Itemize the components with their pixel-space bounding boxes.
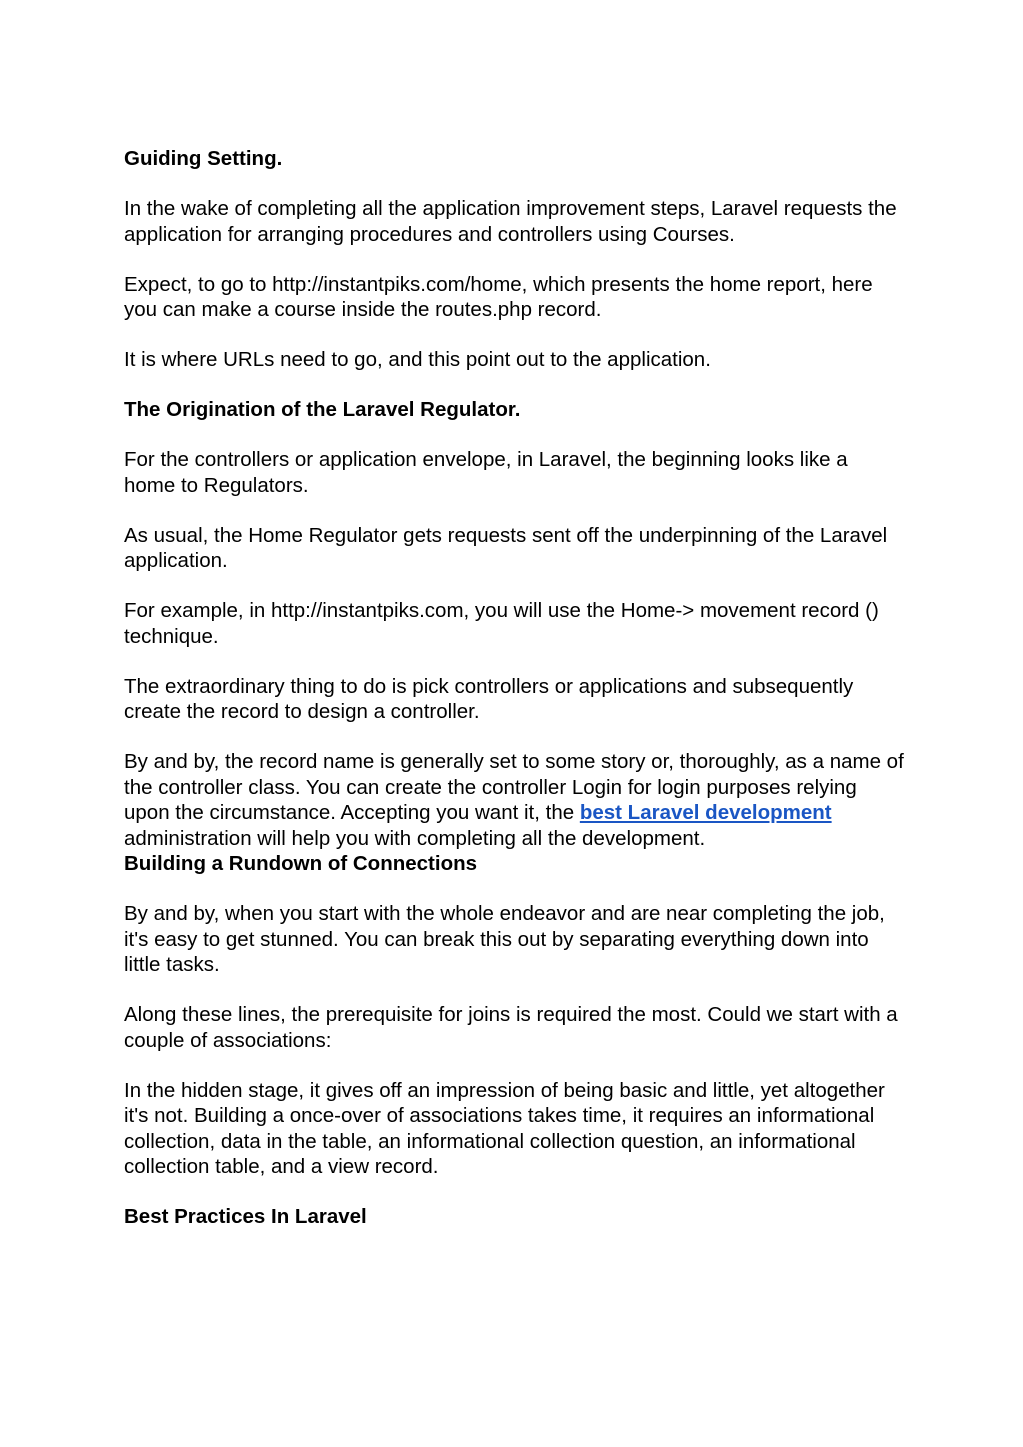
best-laravel-development-link[interactable]: best Laravel development (579, 801, 832, 824)
section-heading-building-rundown: Building a Rundown of Connections (124, 852, 478, 875)
paragraph: Expect, to go to http://instantpiks.com/home, which presents the home report, here you can make a course inside the routes.php record. (124, 272, 873, 321)
paragraph-text-before-link: By and by, the record name is generally set to some story or, thoroughly, as a name of the controller class. You can create the controller Login for login purposes relying upon the circumstance. Accepting you want it, the (124, 750, 904, 824)
paragraph: As usual, the Home Regulator gets requests sent off the underpinning of the Laravel application. (124, 523, 888, 572)
paragraph-text-after-link: administration will help you with completing all the development. (124, 826, 706, 850)
paragraph: By and by, when you start with the whole endeavor and are near completing the job, it's easy to get stunned. You can break this out by separating everything down into little tasks. (124, 902, 885, 976)
paragraph: In the hidden stage, it gives off an impression of being basic and little, yet altogether it's not. Building a once-over of associations takes time, it requires an informational collection, data in the table, an informational collection question, an informational collection table, and a view record. (124, 1078, 885, 1178)
paragraph: For example, in http://instantpiks.com, you will use the Home-> movement record () technique. (124, 599, 879, 648)
section-heading-guiding-setting: Guiding Setting. (124, 147, 283, 170)
document-body (124, 146, 904, 1254)
paragraph: It is where URLs need to go, and this point out to the application. (124, 348, 711, 371)
paragraph-with-link (124, 749, 904, 851)
paragraph: In the wake of completing all the application improvement steps, Laravel requests the application for arranging procedures and controllers using Courses. (124, 197, 897, 246)
section-heading-best-practices: Best Practices In Laravel (124, 1205, 367, 1228)
paragraph: For the controllers or application envelope, in Laravel, the beginning looks like a home to Regulators. (124, 448, 848, 497)
paragraph: The extraordinary thing to do is pick controllers or applications and subsequently create the record to design a controller. (124, 674, 854, 723)
paragraph: Along these lines, the prerequisite for joins is required the most. Could we start with a couple of associations: (124, 1003, 898, 1052)
section-heading-origination: The Origination of the Laravel Regulator. (124, 398, 521, 421)
